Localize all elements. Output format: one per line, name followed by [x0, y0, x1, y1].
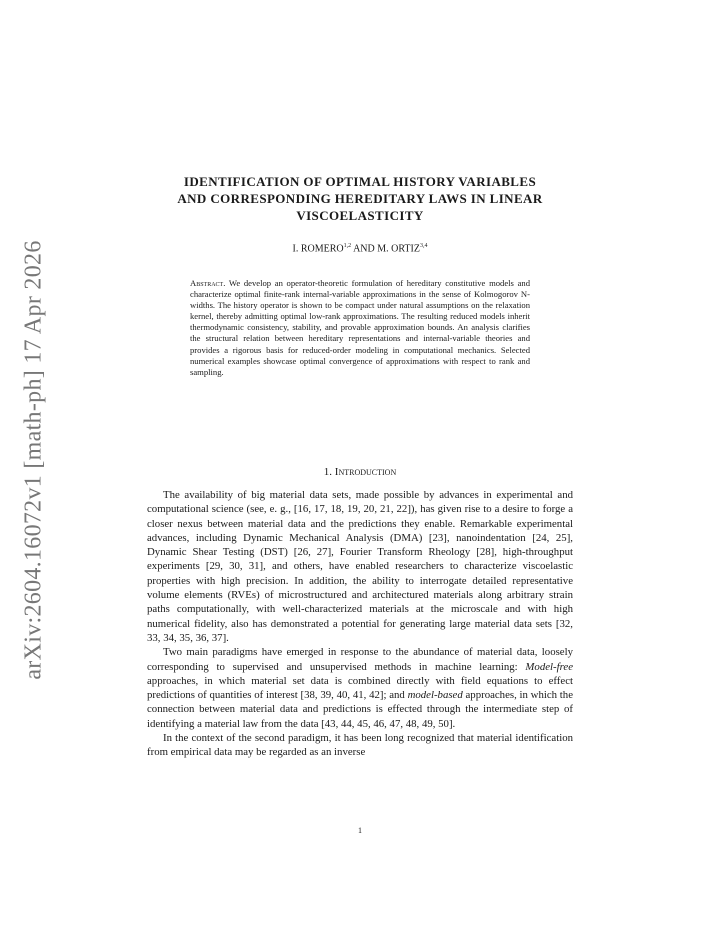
paragraph: The availability of big material data sets, made possible by advances in experimental and computational science (see, e. g., [16, 17, 18, 19, 20, 21, 22]), has given rise to a desire to forge a closer nexus between material data and the predictions they enable. Remarkable experimental advances, including Dynamic Mechanical Analysis (DMA) [23], nanoindentation [24, 25], Dynamic Shear Testing (DST) [26, 27], Fourier Transform Rheology [28], high-throughput experiments [29, 30, 31], and others, have enabled researchers to characterize viscoelastic properties with high precision. In addition, the ability to interrogate detailed representative volume elements (RVEs) of microstructured and architectured materials along arbitrary strain paths computationally, with well-characterized materials at the microscale and with high numerical fidelity, also has demonstrated a potential for generating large material data sets [32, 33, 34, 35, 36, 37]. — [147, 489, 573, 644]
title-line: VISCOELASTICITY — [296, 208, 424, 223]
paragraph — [147, 645, 573, 731]
section-heading — [140, 466, 580, 478]
abstract-text: We develop an operator-theoretic formulation of hereditary constitutive models and characterize optimal finite-rank internal-variable approximations in the sense of Kolmogorov N-widths. The history operator is shown to be compact under natural assumptions on the relaxation kernel, thereby admitting optimal low-rank approximations. The resulting reduced models inherit thermodynamic consistency, stability, and provable approximation bounds. An analysis clarifies the structural relation between hereditary representations and internal-variable theories and provides a rigorous basis for reduced-order modeling in computational mechanics. Selected numerical examples showcase optimal convergence of approximations with respect to rank and sampling. — [190, 278, 530, 377]
title-line: AND CORRESPONDING HEREDITARY LAWS IN LINEAR — [177, 191, 543, 206]
author-name: I. ROMERO — [292, 243, 344, 255]
author-affiliation-marker: 3,4 — [419, 243, 428, 249]
body-text — [147, 488, 573, 760]
author-list — [140, 243, 580, 254]
author-conjunction: AND — [353, 243, 375, 255]
emphasis-text: Model-free — [525, 660, 573, 673]
paper-title — [140, 173, 580, 224]
arxiv-identifier — [14, 240, 54, 680]
title-line: IDENTIFICATION OF OPTIMAL HISTORY VARIABLES — [183, 174, 537, 189]
author-name: M. ORTIZ — [377, 243, 420, 255]
arxiv-identifier-text: arXiv:2604.16072v1 [math-ph] 17 Apr 2026 — [20, 240, 47, 680]
emphasis-text: model-based — [407, 689, 463, 702]
author-affiliation-marker: 1,2 — [343, 243, 352, 249]
abstract — [190, 278, 530, 378]
paragraph-text: Two main paradigms have emerged in response to the abundance of material data, loosely corresponding to supervised and unsupervised methods in machine learning: — [147, 646, 573, 673]
section-title: Introduction — [334, 466, 397, 478]
page-number: 1 — [358, 826, 362, 835]
section-number: 1. — [323, 466, 333, 478]
abstract-label: Abstract. — [190, 278, 226, 288]
paragraph-text: approaches, in which the connection between material data and predictions is effected through the intermediate step of identifying a material law from the data [43, 44, 45, 46, 47, 48, 49, 50]. — [147, 689, 573, 730]
paragraph: In the context of the second paradigm, it has been long recognized that material identification from empirical data may be regarded as an inverse — [147, 732, 573, 759]
paragraph-text: approaches, in which material set data is combined directly with field equations to effect predictions of quantities of interest [38, 39, 40, 41, 42]; and — [147, 674, 573, 702]
